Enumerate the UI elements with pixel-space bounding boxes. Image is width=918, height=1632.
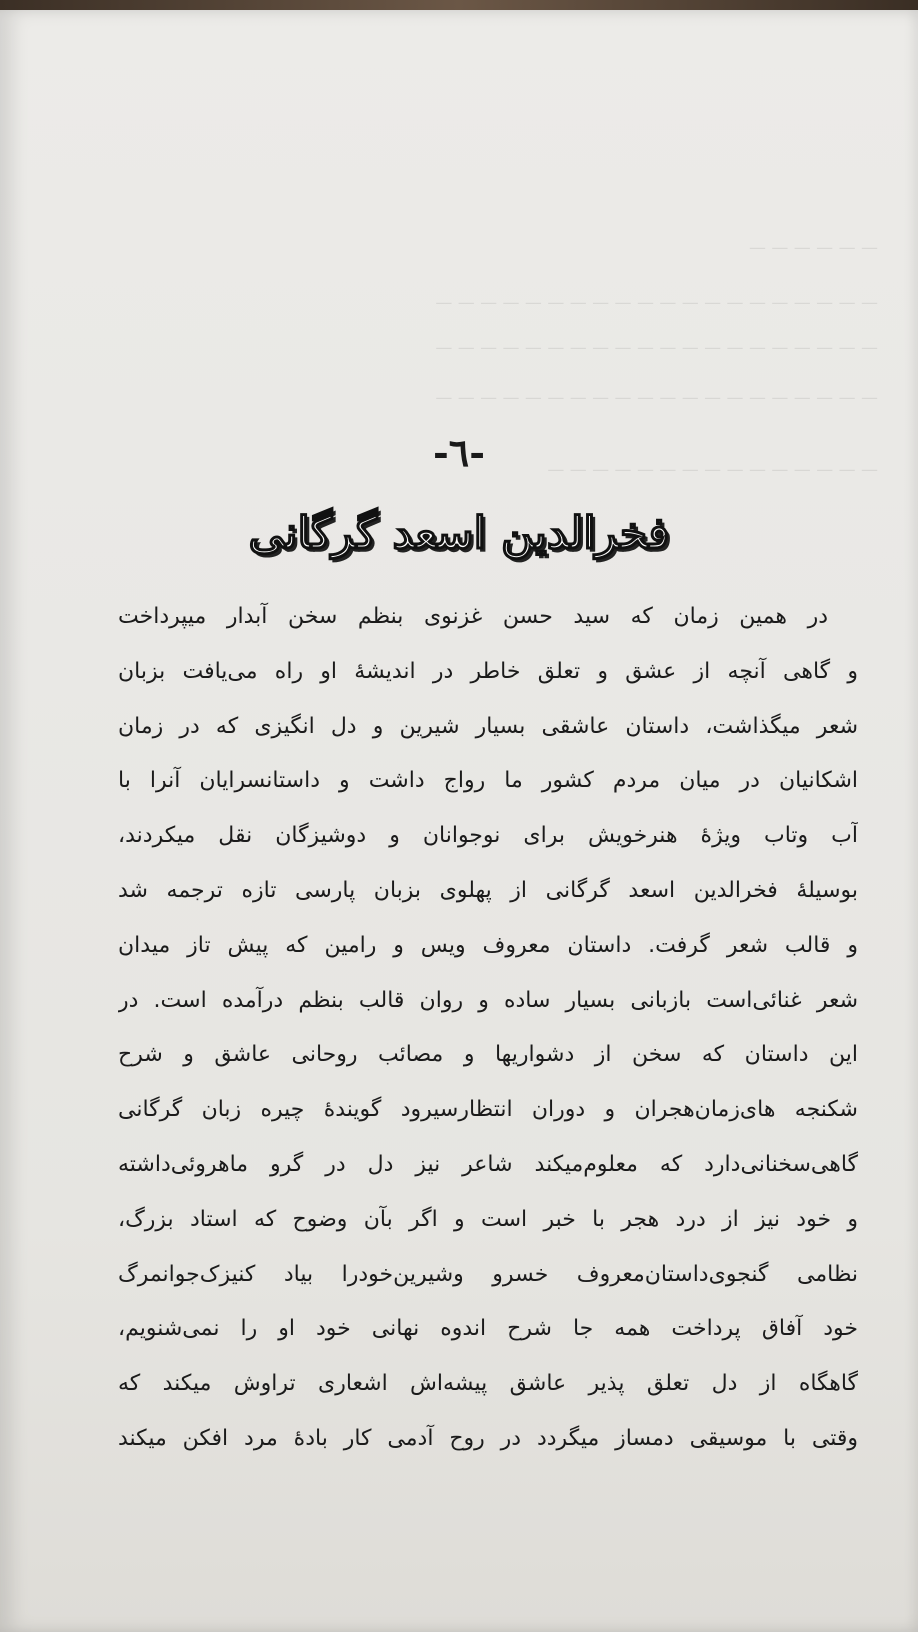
show-through-line: — — — — — — — — — — — — — — — — — — — — xyxy=(435,338,878,358)
text-line: و گاهی آنچه از عشق و تعلق خاطر در اندیشهٔ او راه می‌یافت بزبان xyxy=(118,658,858,684)
show-through-line: — — — — — — — — — — — — — — — — — — — — xyxy=(435,293,878,313)
text-line: اشکانیان در میان مردم کشور ما رواج داشت و داستانسرایان آنرا با xyxy=(118,768,858,794)
text-line: گاهگاه از دل تعلق پذیر عاشق پیشه‌اش اشعاری تراوش میکند که xyxy=(118,1371,858,1397)
text-line: شعر میگذاشت، داستان عاشقی بسیار شیرین و دل انگیزی که در زمان xyxy=(118,713,858,739)
text-line: وقتی با موسیقی دمساز میگردد در روح آدمی کار بادهٔ مرد افکن میکند xyxy=(118,1425,858,1451)
text-line: شعر غنائی‌است بازبانی بسیار ساده و روان قالب بنظم درآمده است. در xyxy=(118,987,858,1013)
show-through-line: — — — — — — xyxy=(748,238,878,258)
book-top-edge xyxy=(0,0,918,10)
text-line: گاهی‌سخنانی‌دارد که معلوم‌میکند شاعر نیز دل در گرو ماهروئی‌داشته xyxy=(118,1151,858,1177)
text-line: این داستان که سخن از دشواریها و مصائب روحانی عاشق و شرح xyxy=(118,1042,858,1068)
text-line: آب وتاب ویژهٔ هنرخویش برای نوجوانان و دوشیزگان نقل میکردند، xyxy=(118,823,858,849)
show-through-line: — — — — — — — — — — — — — — — xyxy=(547,460,878,480)
text-line: و خود نیز از درد هجر با خبر است و اگر بآن وضوح که استاد بزرگ، xyxy=(118,1206,858,1232)
text-line: در همین زمان که سید حسن غزنوی بنظم سخن آبدار میپرداخت xyxy=(118,604,828,629)
text-line: خود آفاق پرداخت همه جا شرح اندوه نهانی خود او را نمی‌شنویم، xyxy=(118,1316,858,1342)
text-line: نظامی گنجوی‌داستان‌معروف خسرو وشیرین‌خود‌را بیاد کنیزک‌جوانمرگ xyxy=(118,1261,858,1287)
show-through-line: — — — — — — — — — — — — — — — — — — — — xyxy=(435,388,878,408)
chapter-title: فخرالدین اسعد گرگانی xyxy=(248,508,670,559)
text-line: شکنجه های‌زمان‌هجران و دوران انتظارسیرود گویندهٔ چیره زبان گرگانی xyxy=(118,1097,858,1123)
body-text xyxy=(118,590,858,1467)
book-page xyxy=(0,10,918,1632)
page-number: -٦- xyxy=(433,430,485,475)
text-line: بوسیلهٔ فخرالدین اسعد گرگانی از پهلوی بزبان پارسی تازه ترجمه شد xyxy=(118,877,858,903)
text-line: و قالب شعر گرفت. داستان معروف ویس و رامین که پیش تاز میدان xyxy=(118,932,858,958)
